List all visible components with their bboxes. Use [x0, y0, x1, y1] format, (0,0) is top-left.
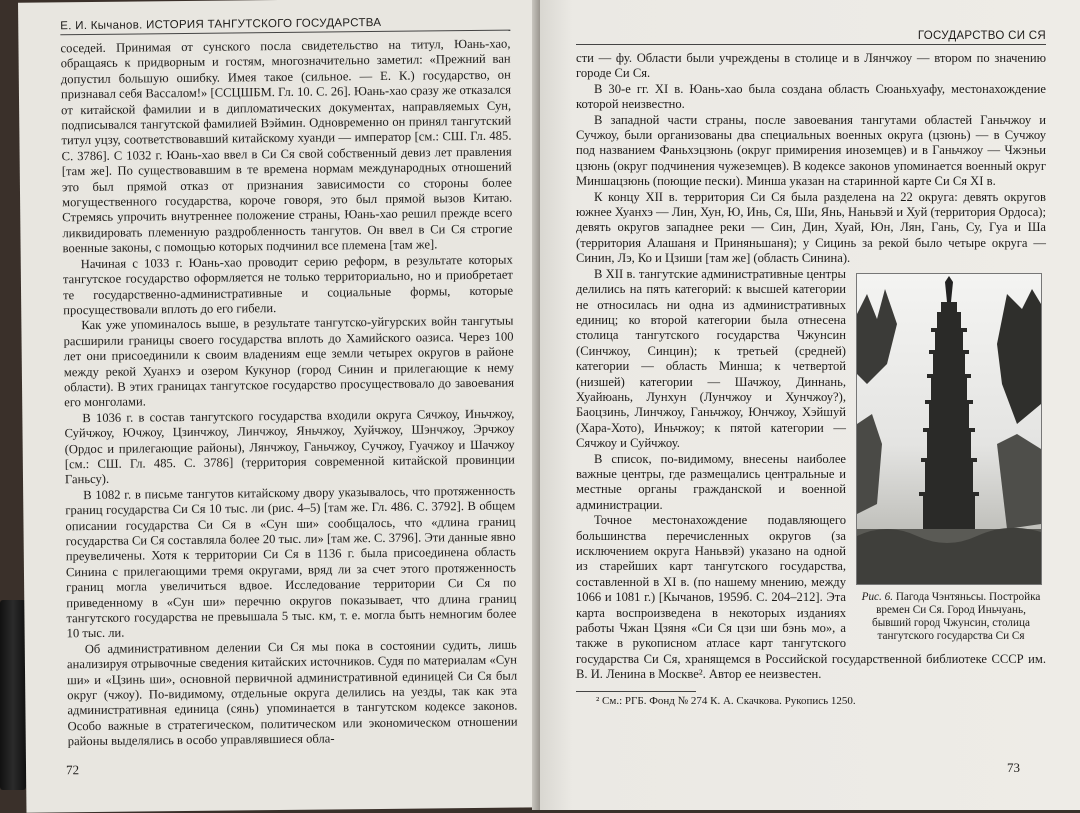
paragraph: сти — фу. Области были учреждены в столице и в Лянчжоу — втором по значению городе Си Ся.	[576, 51, 1046, 81]
left-page	[18, 0, 548, 813]
paragraph: Как уже упоминалось выше, в результате тангутско-уйгурских войн тангутыы расширили границы своего государства вплоть до Хамийского оазиса. Через 100 лет они присоединили к своим владениям еще земли четырех округов в районе между рекой Хуанхэ и озером Кукунор (город Синин и прилегающие к нему области). В этих границах тангутское государство просуществовало до завоевания его монголами.	[63, 313, 515, 410]
page-number-left: 72	[65, 762, 80, 778]
paragraph: соседей. Принимая от сунского посла свидетельство на титул, Юань-хао, обращаясь к придворным и гостям, многозначительно заметил: «Прежний ван допустил большую ошибку. Имея такое (сильное. — Е. К.) государство, он признавал себя Вассалом!» [ССЦШБМ. Гл. 10. С. 26]. Юань-хао сразу же отказался от китайской фамилии и в дипломатических документах, направляемых Сун, подписывался тангутской фамилией Вэймин. Одновременно он принял тангутский титул уцзу, соответствовавший китайскому хуанди — император [см.: СШ. Гл. 485. С. 3786]. С 1032 г. Юань-хао ввел в Си Ся свой собственный девиз лет правления [там же]. По существовавшим в те времена нормам международных отношений это был прямой отказ от признания зависимости со стороны более могущественного государства, короче говоря, это был прямой вызов Китаю. Стремясь упрочить внутреннее положение страны, Юань-хао решил прежде всего ликвидировать племенную раздробленность тангутов. Он ввел в Си Ся строгие военные законы, с помощью которых подчинил все племена [там же].	[60, 36, 513, 256]
paragraph: В 1036 г. в состав тангутского государства входили округа Сячжоу, Иньчжоу, Суйчжоу, Ючжоу, Цзинчжоу, Линчжоу, Яньчжоу, Хуйчжоу, Шэнчжоу, Эрчжоу (Ордос и прилегающие районы), Лянчжоу, Ганьчжоу, Сучжоу, Гуачжоу и Шачжоу [см.: СШ. Гл. 485. С. 3786] (территория современной китайской провинции Ганьсу).	[64, 406, 515, 487]
paragraph: Начиная с 1033 г. Юань-хао проводит серию реформ, в результате которых тангутское государство оформляется не только территориально, но и приобретает те государственно-административные и социальные формы, которые просуществовали вплоть до его гибели.	[62, 252, 514, 318]
paragraph: В XII в. тангутские административные центры делились на пять категорий: к высшей категории не относилась ни одна из административных единиц; ко второй категории была отнесена столица тангутского государства Чжунсин (Синчжоу, Синцин); к третьей (средней) категории — область Минша; к четвертой (низшей) категории — Шачжоу, Диннань, Хуайюань, Лунхун (Лунчжоу и Хунчжоу?), Баоцзинь, Линчжоу, Ганьчжоу, Юнчжоу, Хэйшуй (Хара-Хото), Иньчжоу; к пятой категории — Сячжоу и Суйчжоу.	[576, 266, 846, 451]
paragraph: В 1082 г. в письме тангутов китайскому двору указывалось, что протяженность границ государства Си Ся 10 тыс. ли (рис. 4–5) [там же. Гл. 486. С. 3792]. В общем описании государства Си Ся в «Сун ши» сообщалось, что «длина границ государства Си Ся составляла более 20 тыс. ли» [там же. С. 3796]. Эти данные явно преувеличены. Хотя к территории Си Ся в 1136 г. была присоединена область Синина с прилегающими тремя округами, вряд ли за счет этого протяженность границ могла увеличиться вдвое. Исследование территории Си Ся по приведенному в «Сун ши» перечню округов показывает, что длина границ тангутского государства не превышала 5 тыс. км, т. е. могла быть немногим более 10 тыс. ли.	[65, 483, 517, 641]
page-number-right: 73	[1007, 760, 1020, 775]
paragraph: В 30-е гг. XI в. Юань-хао была создана область Сюаньхуафу, местонахождение которой неизвестно.	[576, 81, 1046, 112]
paragraph: В западной части страны, после завоевания тангутами областей Ганьчжоу и Сучжоу, были организованы два специальных военных округа (цзюнь) — в Сучжоу под названием Фаньхэцзюнь (округ примирения иноземцев) и в Ганьчжоу — Чжэньи цзюнь (округ подчинения чужеземцев). В кодексе законов упоминается военный округ Миншацзюнь (поющие пески). Минша указан на старинной карте Си Ся XI в.	[576, 112, 1046, 189]
pagoda-illustration	[857, 274, 1041, 584]
binder-clip	[0, 600, 26, 790]
footnote: ² См.: РГБ. Фонд № 274 К. А. Скачкова. Рукопись 1250.	[596, 694, 856, 707]
figure-label: Рис. 6.	[861, 590, 894, 603]
pagoda-photo	[856, 273, 1042, 585]
right-page	[540, 0, 1080, 810]
figure-caption	[856, 591, 1046, 643]
paragraph: Об административном делении Си Ся мы пока в состоянии судить, лишь анализируя отрывочные сведения китайских источников. Судя по материалам «Сун ши» и «Цзинь ши», основной первичной административной единицей Си Ся был округ (чжоу). По-видимому, отдельные округа делились на уезды, так как эта административная единица (сянь) упоминается в тангутском кодексе законов. Особо важные в стратегическом, политическом или экономическом отношении районы выделялись в особо управлявшиеся обла-	[66, 637, 518, 749]
running-header-right: ГОСУДАРСТВО СИ СЯ	[576, 30, 1046, 45]
right-page-body	[576, 51, 1046, 683]
paragraph: Точное местонахождение подавляющего большинства перечисленных округов (за исключением округа Наньвэй) указано на одной из старейших карт тангутского государства, составленной в XI в. (по нашему мнению, между 1066 и 1081 г.) [Кычанов, 1959б. С. 204–212]. Эта карта воспроизведена в некоторых изданиях работы Чжан Цзяня «Си Ся цзи ши бэнь мо», а также в рукописном атласе карт тангутского государства Си Ся, хранящемся в Российской государственной библиотеке СССР им. В. И. Ленина в Москве². Автор ее неизвестен.	[576, 513, 1046, 682]
figure-caption-text: Пагода Чэнтяньсы. Постройка времен Си Ся. Город Иньчуань, бывший город Чжунсин, столица тангутского государства Си Ся	[872, 590, 1041, 642]
paragraph: В список, по-видимому, внесены наиболее важные центры, где размещались центральные и местные органы гражданской и военной администрации.	[576, 451, 846, 512]
pagoda-figure	[856, 273, 1046, 643]
footnote-divider	[576, 691, 696, 692]
paragraph: К концу XII в. территория Си Ся была разделена на 22 округа: девять округов южнее Хуанхэ — Лин, Хун, Ю, Инь, Ся, Ши, Янь, Наньвэй и Хуй (территория Ордоса); девять округов западнее реки — Син, Дин, Хуай, Юн, Лян, Гань, Су, Гуа и Ша (территория Алашаня и Приняньшаня); у Сицинь за рекой было четыре округа — Синин, Лэ, Ко и Цзиши [там же] (область Синина).	[576, 189, 1046, 266]
left-page-body	[60, 37, 517, 750]
running-header-left: Е. И. Кычанов. ИСТОРИЯ ТАНГУТСКОГО ГОСУДАРСТВА	[60, 16, 510, 36]
